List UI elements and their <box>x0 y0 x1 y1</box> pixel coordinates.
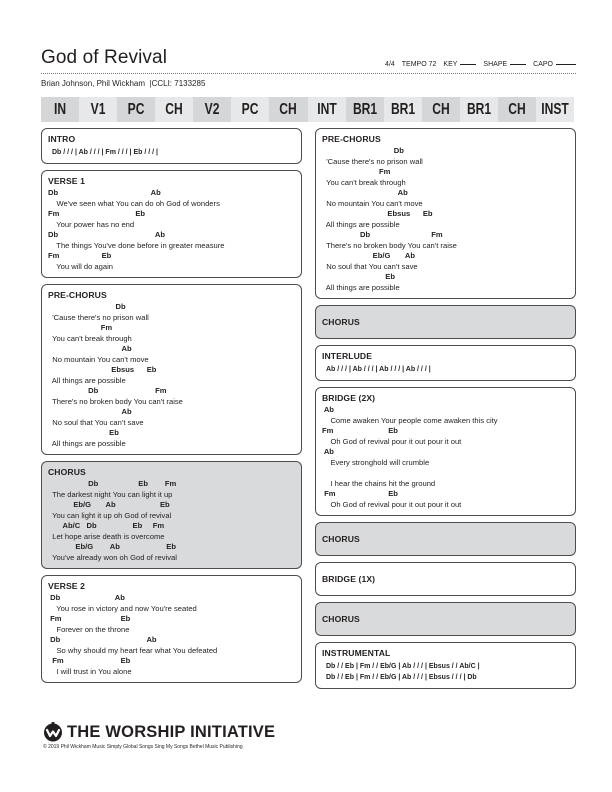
song-map-label: CH <box>279 100 298 118</box>
ccli-number: |CCLI: 7133285 <box>149 79 206 88</box>
chord-line: Db <box>322 146 404 155</box>
lyric-line: So why should my heart fear what You defeated <box>48 646 218 655</box>
song-map-tile <box>269 97 307 122</box>
lyric-line: No mountain You can't move <box>48 355 149 364</box>
song-map-label: INST <box>541 100 569 118</box>
song-map-label: V1 <box>90 100 106 118</box>
section-title: VERSE 2 <box>48 581 86 591</box>
chord-line: Ab <box>322 188 408 197</box>
chord-line: Fm <box>48 323 113 332</box>
chord-line: Fm Eb <box>322 489 398 498</box>
section-title: CHORUS <box>48 467 86 477</box>
chord-line: Fm Eb <box>322 426 398 435</box>
lyric-line: The things You've done before in greater measure <box>48 241 225 250</box>
left-column <box>41 128 302 689</box>
chord-line: Db Ab <box>48 230 166 239</box>
song-map-tile <box>308 97 346 122</box>
section-bridge-2x <box>315 387 576 516</box>
section-chorus <box>315 522 576 556</box>
chord-line: Ab/C Db Eb Fm <box>48 521 165 530</box>
song-map-label: PC <box>242 100 259 118</box>
section-title: INTRO <box>48 134 76 144</box>
song-map-tile <box>346 97 384 122</box>
chord-line: Eb/G Ab <box>322 251 415 260</box>
section-pre-chorus <box>41 284 302 455</box>
lyric-line: You can't break through <box>48 334 132 343</box>
section-title: PRE-CHORUS <box>322 134 381 144</box>
lyric-line: All things are possible <box>322 220 400 229</box>
lyric-line: The darkest night You can light it up <box>48 490 173 499</box>
lyric-line: Oh God of revival pour it out pour it out <box>322 500 462 509</box>
lyric-line: Come awaken Your people come awaken this city <box>322 416 498 425</box>
song-map-label: PC <box>127 100 145 118</box>
section-title: CHORUS <box>322 317 360 327</box>
chord-line: Ab <box>322 447 334 456</box>
song-map-tile <box>536 97 574 122</box>
song-map-tile <box>384 97 422 122</box>
song-map-label: CH <box>432 100 450 118</box>
song-map-tile <box>422 97 460 122</box>
chord-line <box>322 468 569 478</box>
worship-initiative-logo-icon <box>43 722 63 742</box>
section-title: BRIDGE (1X) <box>322 574 376 584</box>
chord-line: Ab <box>322 405 334 414</box>
section-interlude <box>315 345 576 381</box>
lyric-line: Oh God of revival pour it out pour it out <box>322 437 462 446</box>
capo-label: CAPO <box>533 61 553 68</box>
lyric-line: I hear the chains hit the ground <box>322 479 436 488</box>
authors: Brian Johnson, Phil Wickham <box>41 79 146 88</box>
chord-line: Eb <box>322 272 395 281</box>
key-field <box>443 61 476 68</box>
key-label: KEY <box>443 61 458 68</box>
capo-field <box>533 61 576 68</box>
lyric-line: Forever on the throne <box>48 625 130 634</box>
lyric-line: You can't break through <box>322 178 406 187</box>
section-intro <box>41 128 302 164</box>
chord-line: Fm <box>322 167 391 176</box>
section-verse-1 <box>41 170 302 278</box>
lyric-line: All things are possible <box>48 376 126 385</box>
song-map-label: IN <box>53 100 67 118</box>
chord-line: Ebsus Eb <box>48 365 157 374</box>
chord-line: Eb/G Ab Eb <box>48 500 170 509</box>
chord-line: Db <box>48 302 126 311</box>
section-title: CHORUS <box>322 534 360 544</box>
right-column <box>315 128 576 695</box>
section-title: INSTRUMENTAL <box>322 648 391 658</box>
chord-line: Fm Eb <box>48 251 112 260</box>
lyric-line: You rose in victory and now You're seated <box>48 604 197 613</box>
section-chorus <box>315 305 576 339</box>
lyric-line: No soul that You can't save <box>322 262 418 271</box>
authors-line <box>41 79 205 88</box>
chord-line: Eb/G Ab Eb <box>48 542 176 551</box>
lyric-line: You've already won oh God of revival <box>48 553 177 562</box>
section-title: INTERLUDE <box>322 351 373 361</box>
song-map-tile <box>117 97 155 122</box>
shape-blank <box>510 64 526 65</box>
section-pre-chorus <box>315 128 576 299</box>
lyric-line: Let hope arise death is overcome <box>48 532 165 541</box>
section-title: VERSE 1 <box>48 176 86 186</box>
lyric-line: Every stronghold will crumble <box>322 458 430 467</box>
chord-line: Db Ab <box>48 635 157 644</box>
song-title: God of Revival <box>41 47 168 68</box>
shape-field <box>483 61 526 68</box>
dotted-divider <box>41 73 576 74</box>
lyric-line: There's no broken body You can't raise <box>322 241 457 250</box>
lyric-line: You can light it up oh God of revival <box>48 511 172 520</box>
lyric-line: There's no broken body You can't raise <box>48 397 183 406</box>
lyric-line: All things are possible <box>322 283 400 292</box>
song-map-label: BR1 <box>466 100 491 118</box>
brand-name: THE WORSHIP INITIATIVE <box>67 722 276 741</box>
lyric-line: No mountain You can't move <box>322 199 423 208</box>
song-map-label: BR1 <box>352 100 377 118</box>
chord-line: Fm Eb <box>48 656 131 665</box>
song-map-tile <box>41 97 79 122</box>
song-map-tile <box>79 97 117 122</box>
section-title: BRIDGE (2X) <box>322 393 376 403</box>
lyric-line: 'Cause there's no prison wall <box>48 313 149 322</box>
section-chorus <box>41 461 302 569</box>
chord-line: Ab <box>48 344 132 353</box>
section-title: PRE-CHORUS <box>48 290 107 300</box>
song-map-label: V2 <box>204 100 220 118</box>
lyric-line: No soul that You can't save <box>48 418 144 427</box>
chord-line: Db Ab <box>48 188 161 197</box>
lyric-line: All things are possible <box>48 439 126 448</box>
song-map-tile <box>155 97 193 122</box>
section-instrumental <box>315 642 576 689</box>
chord-line: Ebsus Eb <box>322 209 433 218</box>
capo-blank <box>556 64 576 65</box>
chord-progression: Ab / / / | Ab / / / | Ab / / / | Ab / / / | <box>326 366 431 373</box>
chord-line: Db Ab <box>48 593 125 602</box>
chord-progression: Db / / Eb | Fm / / Eb/G | Ab / / / | Ebsus / / Ab/C | <box>326 663 480 670</box>
chord-progression: Db / / / | Ab / / / | Fm / / / | Eb / / / | <box>52 149 158 156</box>
time-signature: 4/4 <box>385 61 395 68</box>
chord-line: Db Fm <box>48 386 167 395</box>
shape-label: SHAPE <box>483 61 508 68</box>
section-verse-2 <box>41 575 302 683</box>
song-map-tile <box>460 97 498 122</box>
chord-line: Db Fm <box>322 230 443 239</box>
section-bridge-1x <box>315 562 576 596</box>
tempo: TEMPO 72 <box>401 61 437 68</box>
lyric-line: You will do again <box>48 262 114 271</box>
song-map-tile <box>193 97 231 122</box>
lyric-line: 'Cause there's no prison wall <box>322 157 423 166</box>
song-map-label: CH <box>508 100 526 118</box>
chord-line: Fm Eb <box>48 209 146 218</box>
song-map-tile <box>231 97 269 122</box>
footer-logo <box>43 722 275 742</box>
song-map-label: BR1 <box>390 100 415 118</box>
song-meta <box>385 61 576 68</box>
chord-line: Eb <box>48 428 119 437</box>
chord-progression: Db / / Eb | Fm / / Eb/G | Ab / / / | Ebsus / / / | Db <box>326 674 477 681</box>
chord-line: Fm Eb <box>48 614 131 623</box>
song-map-label: INT <box>316 100 337 118</box>
section-chorus <box>315 602 576 636</box>
copyright: © 2019 Phil Wickham Music Simply Global Songs Sing My Songs Bethel Music Publishing <box>43 744 243 750</box>
song-map <box>41 97 574 122</box>
lyric-line: We've seen what You can do oh God of wonders <box>48 199 220 208</box>
key-blank <box>460 64 476 65</box>
lyric-line: I will trust in You alone <box>48 667 132 676</box>
section-title: CHORUS <box>322 614 360 624</box>
chord-line: Db Eb Fm <box>48 479 177 488</box>
song-map-tile <box>498 97 536 122</box>
song-map-label: CH <box>165 100 184 118</box>
lyric-line: Your power has no end <box>48 220 135 229</box>
chord-line: Ab <box>48 407 132 416</box>
